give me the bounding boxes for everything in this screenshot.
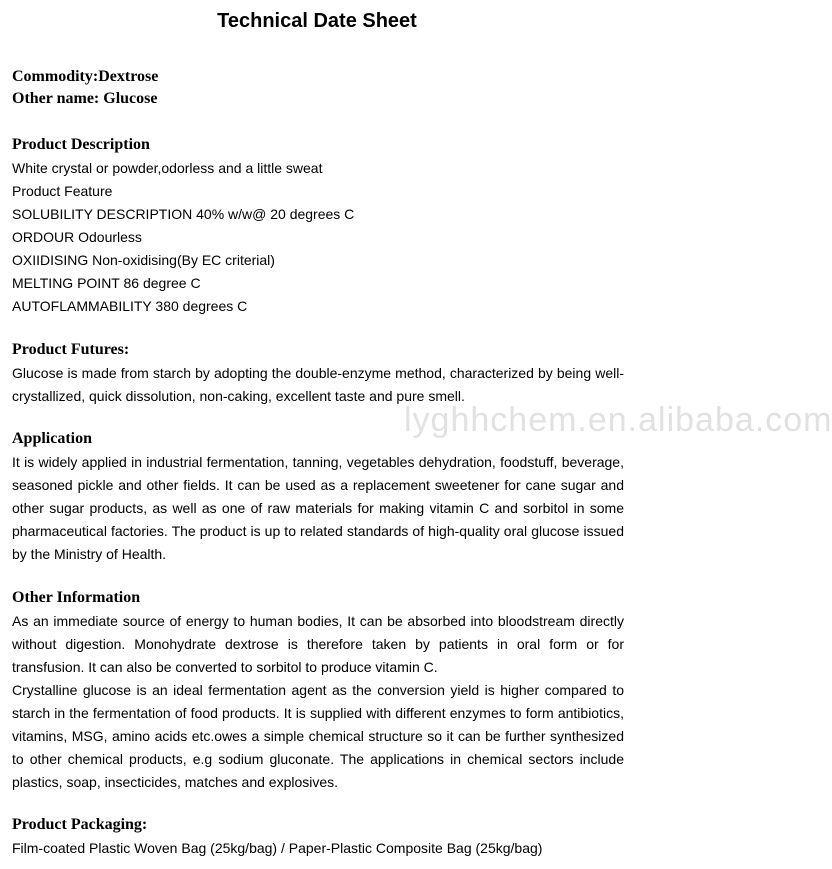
description-line-6: MELTING POINT 86 degree C xyxy=(12,275,201,291)
document-title: Technical Date Sheet xyxy=(217,10,417,32)
product-futures-text: Glucose is made from starch by adopting the double-enzyme method, characterized by being well-crystallized, quick dissolution, non-caking, excellent taste and pure smell. xyxy=(12,365,624,404)
description-line-1: White crystal or powder,odorless and a little sweat xyxy=(12,160,323,176)
other-name-label: Other name: Glucose xyxy=(12,90,158,107)
description-line-3: SOLUBILITY DESCRIPTION 40% w/w@ 20 degrees C xyxy=(12,206,355,222)
product-futures-heading: Product Futures: xyxy=(12,341,130,358)
watermark-text: lyghhchem.en.alibaba.com xyxy=(404,401,832,439)
description-line-7: AUTOFLAMMABILITY 380 degrees C xyxy=(12,298,248,314)
application-text: It is widely applied in industrial fermentation, tanning, vegetables dehydration, foodstuff, beverage, seasoned pickle and other fields. It can be used as a replacement sweetener for cane sugar and other sugar products, as well as one of raw materials for making vitamin C and sorbitol in some pharmaceutical factories. The product is up to related standards of high-quality oral glucose issued by the Ministry of Health. xyxy=(12,454,624,562)
product-packaging-heading: Product Packaging: xyxy=(12,816,148,833)
other-information-paragraph-2: Crystalline glucose is an ideal fermentation agent as the conversion yield is higher compared to starch in the fermentation of food products. It is supplied with different enzymes to form antibiotics, vitamins, MSG, amino acids etc.owes a simple chemical structure so it can be further synthesized to other chemical products, e.g sodium gluconate. The applications in chemical sectors include plastics, soap, insecticides, matches and explosives. xyxy=(12,682,624,790)
description-line-5: OXIIDISING Non-oxidising(By EC criterial) xyxy=(12,252,275,268)
product-packaging-text: Film-coated Plastic Woven Bag (25kg/bag) / Paper-Plastic Composite Bag (25kg/bag) xyxy=(12,840,543,856)
other-information-paragraph-1: As an immediate source of energy to human bodies, It can be absorbed into bloodstream directly without digestion. Monohydrate dextrose is therefore taken by patients in oral form or for transfusion. It can also be converted to sorbitol to produce vitamin C. xyxy=(12,613,624,675)
application-heading: Application xyxy=(12,430,93,447)
description-line-2: Product Feature xyxy=(12,183,113,199)
commodity-label: Commodity:Dextrose xyxy=(12,68,159,85)
product-description-heading: Product Description xyxy=(12,136,150,153)
other-information-heading: Other Information xyxy=(12,589,141,606)
description-line-4: ORDOUR Odourless xyxy=(12,229,142,245)
